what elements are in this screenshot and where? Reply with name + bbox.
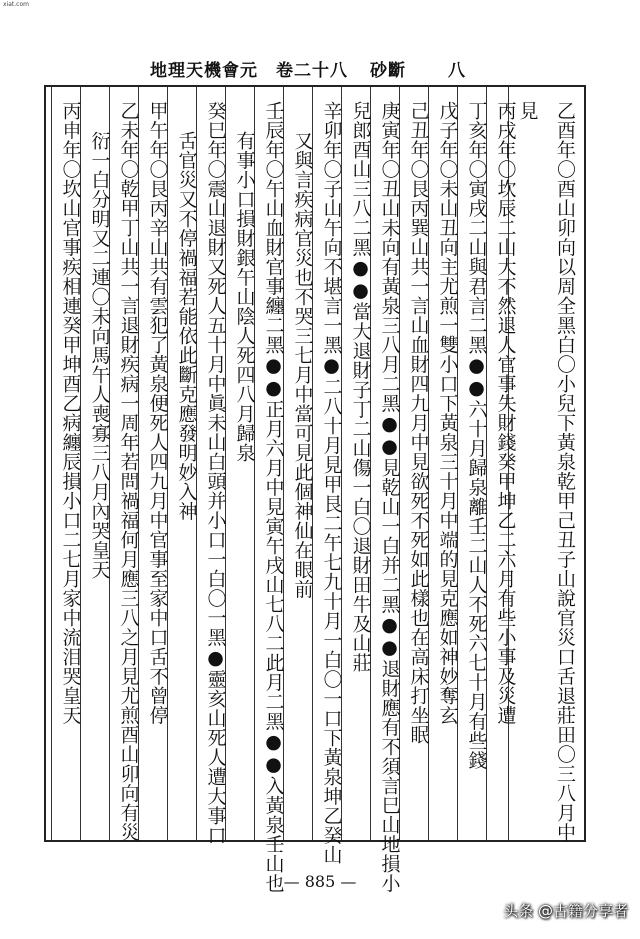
text-column [546, 87, 584, 840]
column-text: 有事小口損財銀午山陰人死四八月歸泉 [233, 131, 256, 463]
chinese-page-number: 八 [448, 61, 466, 81]
column-text: 又與言疾病官災也不哭三七月中當可見此個神仙在眼前 [291, 131, 314, 599]
column-text: 丙戌年〇坎辰二山大不然退人官事失財錢癸甲坤乙二六月有些小事及災遭 [494, 101, 517, 725]
column-text: 甲午年〇艮丙辛山共有雲犯了黃泉便死人四九月中官事至家中口舌不曾停 [146, 101, 169, 725]
column-text: 庚寅年〇丑山未向有黃泉三八月二黑●●見乾山一白并二黑●●退財應有不須言巳山地損小 [378, 101, 401, 893]
page-number: — 885 — [283, 872, 357, 891]
column-text: 辛卯年〇子山午向不堪言一黑●二八十月見甲艮二午七九十月一白〇一口下黃泉坤乙癸山 [320, 101, 343, 865]
section-title: 砂斷 [370, 61, 406, 81]
text-column [51, 87, 89, 840]
column-text: 兒郎酉山三八二黑●●當大退財子丁二山傷一白〇退財田牛及山莊 [349, 101, 372, 673]
column-text: 己丑年〇艮丙巽山共一言山血財四九月中見欲死不死如此樣也在高床打坐眠 [407, 101, 430, 745]
column-text: 丁亥年〇寅戌二山與君言二黑●●六十月歸泉離壬二山人不死六七十月有些錢 [465, 101, 488, 770]
book-title: 地理天機會元 卷二十八 [150, 61, 348, 81]
column-text: 見 [516, 101, 539, 121]
column-text: 乙酉年〇酉山卯向以周全黑白〇小兒下黃泉乾甲己丑子山說官災口舌退莊田〇三八月中 [554, 101, 576, 842]
corner-label: xiat.com [3, 1, 29, 8]
column-text: 戊子年〇未山丑向主尤煎一雙小口下黃泉三十月中端的見克應如神妙奪玄 [436, 101, 459, 725]
column-text: 衍一白分明又二連〇未向馬午人喪寡三八月內哭皇天 [88, 131, 111, 580]
column-text: 丙申年〇坎山官事疾相連癸甲坤酉乙病纏辰損小口二七月家中流泪哭皇天 [59, 101, 82, 725]
column-text: 壬辰年〇午山血財官事纏二黑●●正月六月中見寅午戌山七八二此月二黑●●入黃泉壬山也 [262, 101, 285, 893]
column-text: 舌官災又不停禍福若能依此斷克應發明妙入神 [175, 131, 198, 521]
column-text: 癸巳年〇震山退財又死人五十月中眞未山白頭并小口一白〇一黑●靈亥山死人遭大事口 [204, 101, 227, 845]
page-header [150, 56, 490, 84]
watermark: 头条 @古籍分享者 [503, 902, 628, 920]
column-text: 乙未年〇乾甲丁山共一言退財疾病一周年若問禍福何月應三八之月見尤煎酉山卯向有災 [117, 101, 140, 842]
